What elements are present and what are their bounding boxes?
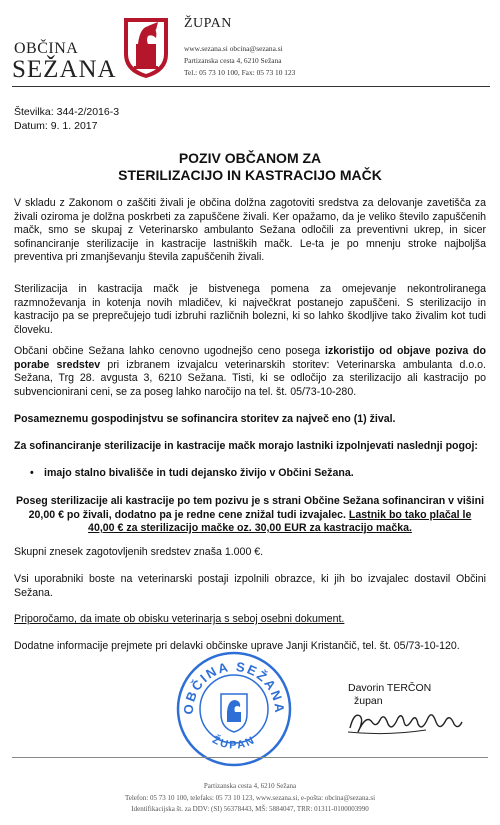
stamp-bottom-text: ŽUPAN [210, 733, 258, 752]
provider-text-emphasis: izkoristijo od objave poziva do porabe sredstev [14, 345, 486, 371]
paragraph-condition: Za sofinanciranje sterilizacije in kastracije mačk morajo lastniki izpolnjevati naslednji pogoj: [14, 440, 478, 452]
header-divider [12, 86, 490, 87]
contact-web-email: www.sezana.si obcina@sezana.si [184, 44, 283, 53]
footer-registry: Identifikacijska št. za DDV: (SI) 56378443, MŠ: 5884047, TRR: 01311-0100003990 [131, 805, 369, 813]
condition-bullet-text: imajo stalno bivališče in tudi dejansko živijo v Občini Sežana. [44, 467, 354, 479]
document-title-line2: STERILIZACIJO IN KASTRACIJO MAČK [118, 167, 382, 183]
footer-divider [12, 757, 488, 758]
contact-address: Partizanska cesta 4, 6210 Sežana [184, 56, 282, 65]
logo-text-obcina: OBČINA [14, 40, 79, 57]
paragraph-recommendation: Priporočamo, da imate ob obisku veterinarja s seboj osebni dokument. [14, 613, 345, 625]
document-title-line1: POZIV OBČANOM ZA [178, 150, 322, 166]
paragraph-purpose: Sterilizacija in kastracija mačk je bistvenega pomena za omejevanje nekontroliranega razmnoževanja in kotenja novih mladičev, ki največkrat postanejo zapuščeni. S sterilizacijo in kastracijo pa se preprečujejo tudi izbruhi različnih bolezni, ki so lahko škodljive tako živalim kot tudi človeku. [14, 283, 486, 336]
footer-contacts: Telefon: 05 73 10 100, telefaks: 05 73 10 123, www.sezana.si, e-pošta: obcina@sezana.si [124, 794, 376, 802]
signatory-name: Davorin TERČON [348, 682, 432, 694]
provider-text-a: Občani občine Sežana lahko cenovno ugodnejšo ceno posega [14, 345, 325, 357]
document-date: Datum: 9. 1. 2017 [14, 120, 98, 132]
logo-text-sezana: SEŽANA [12, 56, 117, 83]
condition-bullet-dot: • [30, 467, 34, 479]
contact-phone: Tel.: 05 73 10 100, Fax: 05 73 10 123 [184, 68, 296, 77]
paragraph-intro: V skladu z Zakonom o zaščiti živali je občina dolžna zagotoviti sredstva za delovanje zavetišča za živali oziroma je dolžna poskrbeti za zapuščene živali. Ker opažamo, da je veliko število zapuščenih mačk, smo se skupaj z Veterinarsko ambulanto Sežana odločili za preventivni ukrep, in sicer sofinanciranje sterilizacije in kastracije lastniških mačk. Le-ta je po mnenju stroke najboljša preventiva pri zmanjševanju števila zapuščenih živali. [14, 197, 486, 263]
cofinancing-price-text: Lastnik bo tako plačal le 40,00 € za sterilizacijo mačke oz. 30,00 EUR za kastracijo mačka. [88, 508, 472, 534]
cofinancing-text: Poseg sterilizacije ali kastracije po tem pozivu je s strani Občine Sežana sofinanciran v višini 20,00 € po živali, dodatno pa je redne cene znižal tudi izvajalec. [15, 495, 485, 521]
office-title: ŽUPAN [184, 16, 232, 31]
stamp-top-text: OBČINA SEŽANA [180, 658, 288, 715]
paragraph-provider [14, 345, 486, 399]
handwritten-signature-icon [346, 706, 466, 740]
provider-text-c: pri izbranem izvajalcu veterinarskih storitev: Veterinarska ambulanta d.o.o. Sežana, Trg 28. avgusta 3, 6210 Sežana. Tisti, ki se odločijo za sterilizacijo ali kastracijo po subvencionirani ceni, se za poseg lahko naročijo na tel. št. 05/73-10-280. [14, 358, 486, 398]
svg-text:ŽUPAN [210, 733, 258, 752]
paragraph-household-limit: Posameznemu gospodinjstvu se sofinancira storitev za največ eno (1) žival. [14, 413, 396, 425]
signatory-role: župan [354, 695, 383, 707]
official-stamp-icon [175, 650, 293, 768]
paragraph-contact-info: Dodatne informacije prejmete pri delavki občinske uprave Janji Kristančič, tel. št. 05/73-10-120. [14, 640, 460, 652]
coat-of-arms-icon [118, 14, 174, 80]
footer-address: Partizanska cesta 4, 6210 Sežana [203, 782, 297, 790]
paragraph-total-funds: Skupni znesek zagotovljenih sredstev znaša 1.000 €. [14, 546, 264, 558]
document-number: Številka: 344-2/2016-3 [14, 106, 120, 118]
paragraph-forms: Vsi uporabniki boste na veterinarski postaji izpolnili obrazce, ki jih bo izvajalec dostavil Občini Sežana. [14, 573, 486, 599]
paragraph-cofinancing [14, 495, 486, 536]
